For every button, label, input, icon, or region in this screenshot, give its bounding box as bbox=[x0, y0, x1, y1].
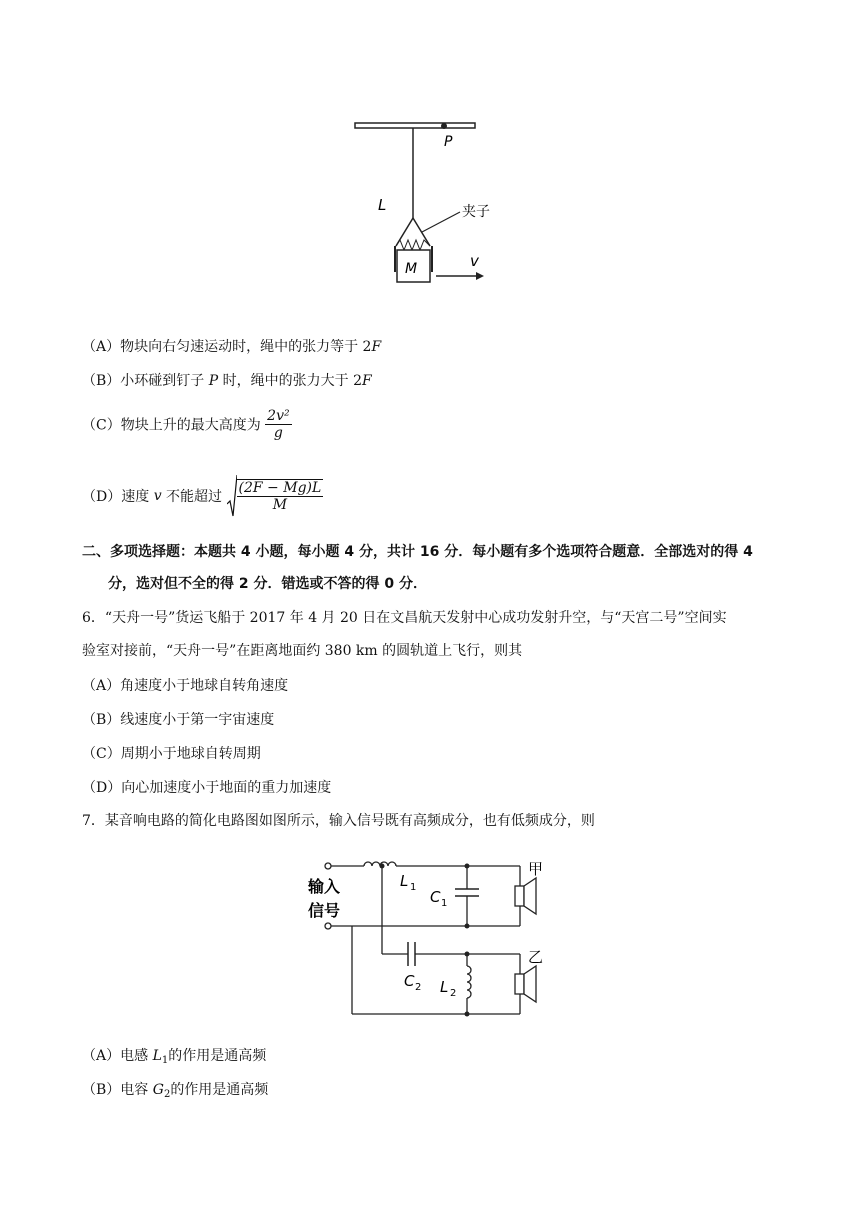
q5-option-d-var: v bbox=[153, 488, 162, 504]
q5-option-a-var: F bbox=[371, 339, 382, 355]
q5-option-b-text: （B）小环碰到钉子 bbox=[82, 373, 209, 389]
q5-option-b-mid: 时，绳中的张力大于 2 bbox=[218, 373, 362, 389]
label-clip: 夹子 bbox=[462, 204, 490, 220]
label-speaker-yi: 乙 bbox=[528, 948, 544, 966]
q7-option-b-text: （B）电容 bbox=[82, 1082, 153, 1098]
q6-option-d[interactable]: （D）向心加速度小于地面的重力加速度 bbox=[82, 780, 332, 796]
spring bbox=[396, 240, 430, 250]
label-l2: L bbox=[440, 978, 449, 996]
q6-option-b[interactable]: （B）线速度小于第一宇宙速度 bbox=[82, 712, 275, 728]
q7-option-b-var: G bbox=[152, 1082, 164, 1098]
sqrt-denominator: M bbox=[272, 497, 288, 513]
label-v: v bbox=[470, 252, 479, 270]
q7-option-a[interactable] bbox=[82, 1045, 266, 1066]
label-l1-sub: 1 bbox=[410, 882, 417, 893]
input-label-line2: 信号 bbox=[308, 901, 341, 920]
input-terminal-bottom bbox=[325, 923, 331, 929]
label-c1: C bbox=[430, 888, 441, 906]
q7-stem: 7．某音响电路的简化电路图如图所示，输入信号既有高频成分，也有低频成分，则 bbox=[82, 813, 595, 829]
label-c2: C bbox=[404, 972, 415, 990]
sqrt-fraction bbox=[237, 479, 324, 513]
sqrt-numerator: (2F − Mg)L bbox=[238, 480, 322, 496]
q7-option-b[interactable] bbox=[82, 1079, 268, 1100]
q5-option-c-text: （C）物块上升的最大高度为 bbox=[82, 417, 261, 434]
fraction-numerator: 2v² bbox=[267, 408, 290, 424]
inductor-l2 bbox=[467, 966, 471, 998]
node-mid bbox=[465, 924, 470, 929]
label-l2-sub: 2 bbox=[450, 988, 457, 999]
q7-option-b-sub: 2 bbox=[163, 1089, 171, 1100]
speaker-jia-icon bbox=[515, 886, 524, 906]
q5-option-b[interactable] bbox=[82, 370, 372, 390]
q6-option-a[interactable]: （A）角速度小于地球自转角速度 bbox=[82, 678, 289, 694]
q5-option-c[interactable] bbox=[82, 408, 292, 441]
q5-option-a-text: （A）物块向右匀速运动时，绳中的张力等于 2 bbox=[82, 339, 372, 355]
q6-stem-line2: 验室对接前，“天舟一号”在距离地面约 380 km 的圆轨道上飞行，则其 bbox=[82, 643, 523, 659]
label-c1-sub: 1 bbox=[441, 898, 448, 909]
q6-option-c[interactable]: （C）周期小于地球自转周期 bbox=[82, 746, 261, 762]
label-l: L bbox=[378, 196, 387, 214]
nail-p bbox=[441, 123, 447, 129]
label-p: P bbox=[444, 134, 453, 150]
q5-option-b-var1: P bbox=[208, 373, 219, 389]
q5-option-d[interactable] bbox=[82, 474, 323, 518]
label-m: M bbox=[405, 261, 418, 277]
label-speaker-jia: 甲 bbox=[528, 860, 544, 878]
section2-heading-line2: 分，选对但不全的得 2 分．错选或不答的得 0 分． bbox=[108, 576, 427, 592]
q5-option-a[interactable] bbox=[82, 336, 381, 356]
label-l1: L bbox=[400, 872, 409, 890]
sqrt-sign-icon bbox=[227, 474, 237, 518]
speaker-yi-icon bbox=[515, 974, 524, 994]
pendulum-figure bbox=[340, 100, 520, 300]
clip-pointer bbox=[422, 212, 460, 232]
q5-option-c-fraction bbox=[265, 408, 291, 441]
section2-heading-line1: 二、多项选择题：本题共 4 小题，每小题 4 分，共计 16 分．每小题有多个选项符合题意．全部选对的得 4 bbox=[82, 544, 753, 560]
circuit-figure bbox=[300, 850, 570, 1025]
input-label-line1: 输入 bbox=[308, 877, 341, 896]
q7-option-b-suffix: 的作用是通高频 bbox=[170, 1082, 269, 1098]
node-bottom bbox=[465, 1012, 470, 1017]
label-c2-sub: 2 bbox=[415, 982, 422, 993]
q7-option-a-var: L bbox=[152, 1048, 162, 1064]
fraction-denominator: g bbox=[273, 425, 283, 441]
q7-option-a-sub: 1 bbox=[161, 1055, 169, 1066]
q7-option-a-suffix: 的作用是通高频 bbox=[168, 1048, 267, 1064]
q5-option-b-var2: F bbox=[361, 373, 372, 389]
q5-option-d-mid: 不能超过 bbox=[161, 489, 223, 505]
velocity-arrowhead bbox=[476, 272, 484, 280]
sqrt-expression bbox=[227, 474, 324, 518]
input-terminal-top bbox=[325, 863, 331, 869]
q6-stem-line1: 6．“天舟一号”货运飞船于 2017 年 4 月 20 日在文昌航天发射中心成功发射升空，与“天宫二号”空间实 bbox=[82, 610, 727, 626]
q7-option-a-text: （A）电感 bbox=[82, 1048, 153, 1064]
ceiling-bar bbox=[355, 123, 475, 128]
q5-option-d-text: （D）速度 bbox=[82, 489, 154, 505]
